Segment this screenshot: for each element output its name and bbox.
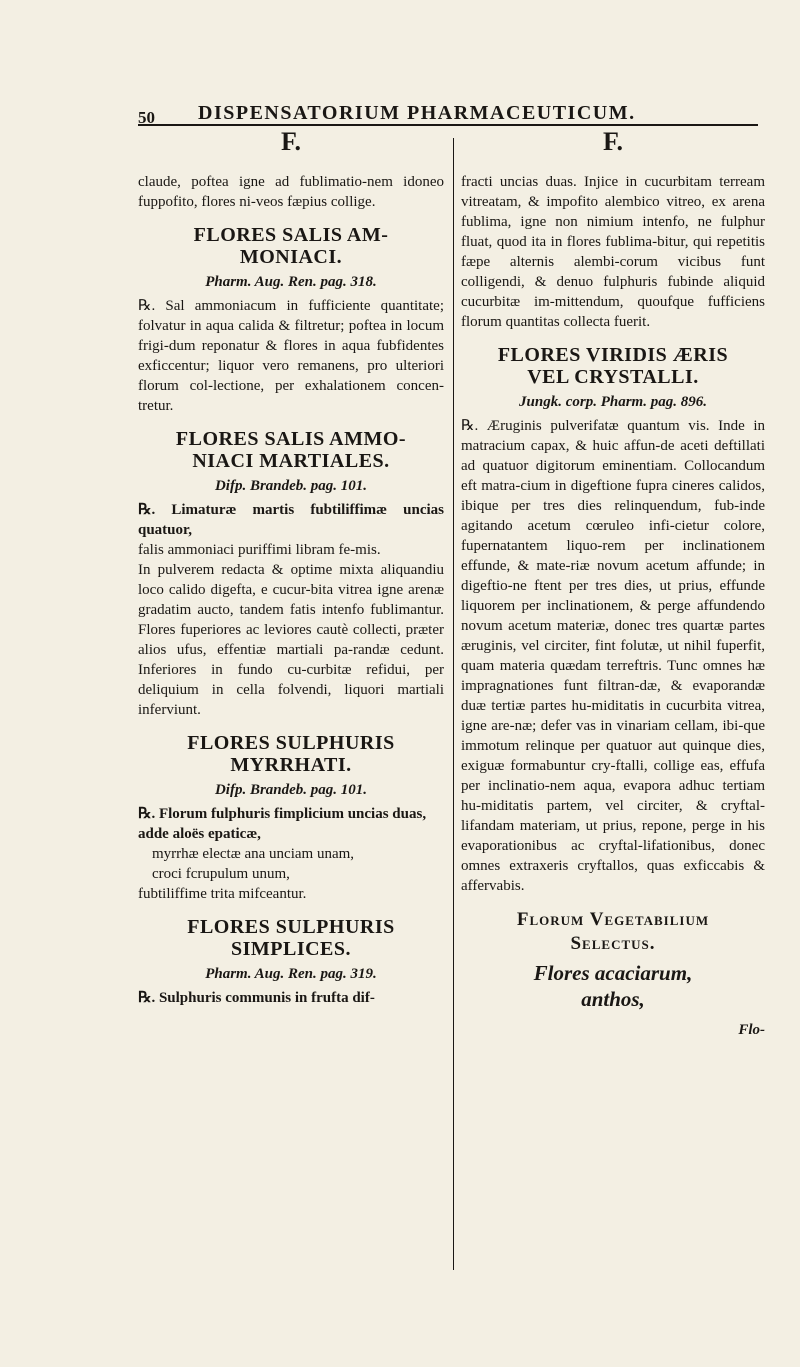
section-letter-right: F. [603, 127, 623, 156]
right-intro-text: fracti uncias duas. Injice in cucurbitam terream vitreatam, & impofito alembico vitreo, ex arena fublima, igne non nimium intenfo, ne fulphur fluat, quod ita in flores fublima-bitur, qui repetitis fæpe alternis alembi-corum vicibus funt colligendi, & denuo fulphuris fubinde aliquid cucurbitæ im-mittendum, quoufque fufficiens florum quantitas collecta fuerit. [461, 174, 765, 330]
species-entry: Flores acaciarum, anthos, [533, 961, 693, 1011]
catchword: Flo- [738, 1022, 765, 1038]
heading-florum-vegetabilium-selectus: Florum Vegetabilium Selectus. [516, 909, 710, 954]
source-reference: Pharm. Aug. Ren. pag. 319. [205, 966, 377, 982]
left-intro-text: claude, poftea igne ad fublimatio-nem idoneo fuppofito, flores ni-veos fæpius collige. [138, 174, 444, 210]
header-rule [138, 124, 758, 126]
source-reference: Jungk. corp. Pharm. pag. 896. [519, 394, 707, 410]
heading-flores-sulphuris-simplices: FLORES SULPHURIS SIMPLICES. [187, 916, 395, 960]
source-reference: Pharm. Aug. Ren. pag. 318. [205, 274, 377, 290]
recipe-ingredient: myrrhæ electæ ana unciam unam, [152, 846, 355, 862]
heading-flores-salis-ammoniaci-martiales: FLORES SALIS AMMO- NIACI MARTIALES. [175, 428, 407, 472]
right-column [461, 127, 765, 1040]
running-title: DISPENSATORIUM PHARMACEUTICUM. [198, 102, 636, 124]
recipe-ingredient: falis ammoniaci puriffimi libram fe-mis. [138, 542, 381, 558]
source-reference: Difp. Brandeb. pag. 101. [214, 478, 368, 494]
section-letter-left: F. [281, 127, 301, 156]
page-number: 50 [138, 108, 155, 127]
recipe-ingredient: ℞. Florum fulphuris fimplicium uncias duas, [138, 806, 427, 822]
left-column [138, 127, 444, 1008]
running-head [138, 96, 760, 126]
recipe-ingredient: adde aloës epaticæ, [138, 826, 261, 842]
recipe-text: ℞. Æruginis pulverifatæ quantum vis. Inde in matracium capax, & huic affun-de aceti deftillati ad quatuor digitorum eminentiam. Collocandum eft matra-cium in digeftione fupra cineres calidos, ibique per tres dies relinquendum, fub-inde agitando acetum cœruleo infi-cietur colore, fupernatantem liquo-rem per inclinationem effunde, & mate-riæ novum acetum affunde; in digeftio-ne ftent per tres dies, ut prius, effunde liquorem per inclinationem, & perge affundendo novum acetum materiæ, donec tres quartæ partes æruginis, vel circiter, fint folutæ, ut nihil fuperfit, quam materia quædam terreftris. Tunc omnes hæ impragnationes funt filtran-dæ, & evaporandæ duæ tertiæ partes hu-miditatis in cucurbita vitrea, igne are-næ; defer vas in vinariam cellam, ibi-que immotum relinque per quatuor aut quinque dies, exiguæ formabuntur cry-ftalli, collige eas, effufa per inclinatio-nem aqua, evapora adhuc tertiam hu-miditatis partem, vel circiter, & cryftal-lifandam materiam, ut prius, repone, perge in his evaporationibus ac cryftal-lifationibus, donec omnes extraxeris cryftallos, quas exficcabis & affervabis. [461, 418, 765, 894]
recipe-ingredient: croci fcrupulum unum, [152, 866, 290, 882]
heading-flores-viridis-aeris: FLORES VIRIDIS ÆRIS VEL CRYSTALLI. [497, 344, 729, 388]
recipe-text: ℞. Sal ammoniacum in fufficiente quantitate; folvatur in aqua calida & filtretur; poftea in locum frigi-dum reponatur & flores in aqua fubfidentes exficcentur; liquor vero remanens, pro ulteriori florum col-lectione, per exhalationem concen-tretur. [138, 298, 444, 414]
recipe-text: fubtiliffime trita mifceantur. [138, 886, 307, 902]
source-reference: Difp. Brandeb. pag. 101. [214, 782, 368, 798]
column-divider [453, 138, 454, 1270]
heading-flores-salis-ammoniaci: FLORES SALIS AM- MONIACI. [193, 224, 389, 268]
recipe-text: In pulverem redacta & optime mixta aliquandiu loco calido digefta, e cucur-bita vitrea igne arenæ gradatim aucto, tandem fatis intenfo fublimantur. Flores fuperiores ac leviores cautè collecti, præter alios ufus, effentiæ martiali pa-randæ cedunt. Inferiores in fundo cu-curbitæ refidui, per deliquium in cella folvendi, liquori martiali inferviunt. [138, 562, 444, 718]
recipe-ingredient: ℞. Limaturæ martis fubtiliffimæ uncias quatuor, [138, 502, 444, 538]
heading-flores-sulphuris-myrrhati: FLORES SULPHURIS MYRRHATI. [187, 732, 395, 776]
recipe-ingredient: ℞. Sulphuris communis in frufta dif- [138, 990, 375, 1006]
